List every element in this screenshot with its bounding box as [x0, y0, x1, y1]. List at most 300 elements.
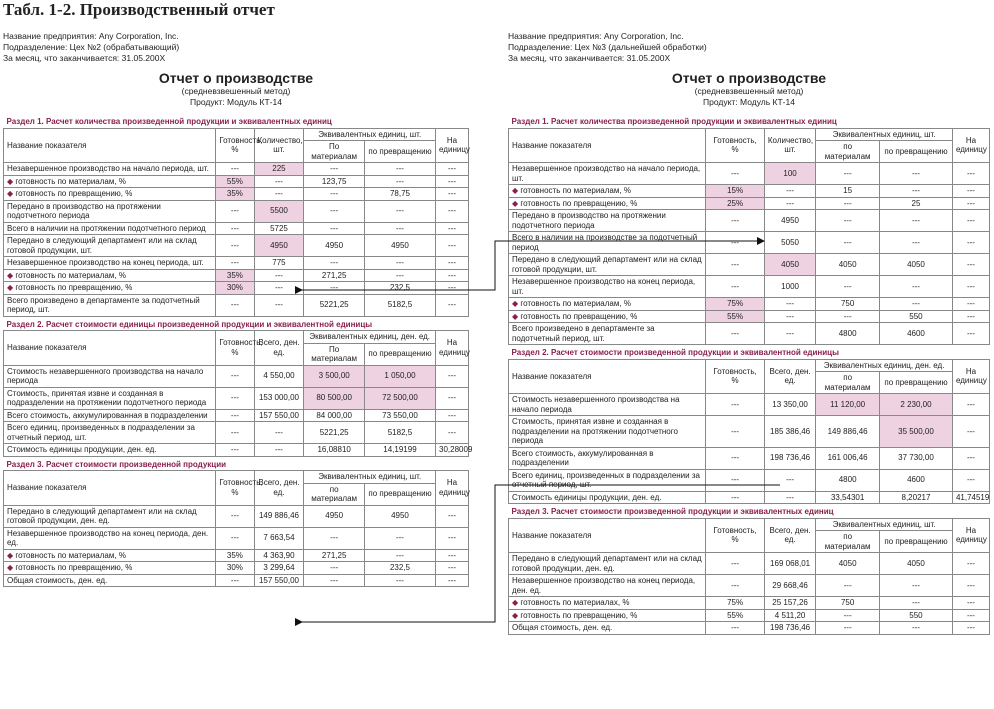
table-cell: 1000 — [764, 276, 815, 298]
bullet-icon: ◆ — [512, 299, 521, 308]
table-cell: 271,25 — [304, 269, 365, 282]
column-header: Эквивалентных единиц, шт. — [816, 518, 953, 531]
table-cell: --- — [216, 444, 254, 457]
table-cell: --- — [216, 527, 254, 549]
row-label-text: Незавершенное производство на начало периода, шт. — [7, 164, 209, 173]
table-cell: --- — [879, 622, 952, 635]
table-cell: --- — [216, 574, 254, 587]
column-header: по превращению — [364, 483, 435, 505]
table-cell: --- — [952, 276, 989, 298]
table-cell: 5725 — [254, 222, 304, 235]
row-label-text: Незавершенное производство на начало периода, шт. — [512, 164, 701, 183]
table-cell: --- — [216, 200, 254, 222]
row-label-text: Стоимость единицы продукции, ден. ед. — [7, 445, 157, 454]
table-cell: --- — [436, 163, 469, 176]
table-cell: --- — [364, 269, 435, 282]
table-cell: --- — [879, 185, 952, 198]
column-header: Готовность, % — [706, 518, 765, 553]
column-header: по материалам — [816, 531, 880, 553]
column-header: Количество, шт. — [764, 128, 815, 163]
table-cell: --- — [364, 574, 435, 587]
table-cell: --- — [952, 197, 989, 210]
column-header: Эквивалентных единиц, ден. ед. — [816, 359, 953, 372]
table-cell: --- — [816, 232, 880, 254]
report-method: (средневзвешенный метод) — [694, 86, 804, 96]
column-header: На единицу — [952, 128, 989, 163]
row-label-text: Всего стоимость, аккумулированная в подразделении — [512, 448, 654, 467]
table-cell: 100 — [764, 163, 815, 185]
column-header: по превращению — [364, 141, 435, 163]
table-cell: --- — [216, 163, 254, 176]
table-cell: 4050 — [764, 254, 815, 276]
column-header: Всего, ден. ед. — [254, 471, 304, 506]
table-cell: 4 550,00 — [254, 365, 304, 387]
table-cell: --- — [816, 310, 880, 323]
table-cell: --- — [254, 175, 304, 188]
table-cell: --- — [816, 276, 880, 298]
row-label-text: Стоимость единицы продукции, ден. ед. — [512, 492, 662, 502]
row-label-text: Незавершенное производство на конец периода, шт. — [7, 258, 204, 267]
row-label-text: Всего в наличии на протяжении подотчетного период — [7, 223, 206, 233]
table-cell: 73 550,00 — [364, 409, 435, 422]
report-product: Продукт: Модуль КТ-14 — [703, 97, 795, 107]
table-cell: --- — [436, 562, 469, 575]
table-cell: 30% — [216, 282, 254, 295]
table-cell: 750 — [816, 597, 880, 610]
table-cell: 4 363,90 — [254, 549, 304, 562]
table-cell: --- — [364, 527, 435, 549]
table-cell: --- — [706, 575, 765, 597]
table-cell: --- — [436, 257, 469, 270]
table-cell: --- — [216, 294, 254, 316]
table-cell: --- — [216, 409, 254, 422]
table-cell: --- — [764, 491, 815, 504]
row-label-text: готовность по материалам, % — [15, 176, 126, 186]
row-label-text: Всего в наличии на производстве за подотчетный период — [512, 233, 698, 252]
table-cell: 4950 — [364, 235, 435, 257]
table-cell: 157 550,00 — [254, 574, 304, 587]
table-cell: --- — [952, 575, 989, 597]
column-header: Название показателя — [509, 359, 706, 394]
table-cell: 3 500,00 — [304, 365, 365, 387]
report-product: Продукт: Модуль КТ-14 — [190, 97, 282, 107]
table-cell: --- — [254, 188, 304, 201]
row-label-text: Передано в следующий департамент или на склад готовой продукции, шт. — [7, 236, 197, 255]
table-cell: 16,08810 — [304, 444, 365, 457]
bullet-icon: ◆ — [512, 311, 521, 321]
bullet-icon: ◆ — [512, 186, 521, 195]
column-header: На единицу — [436, 471, 469, 506]
table-cell: 2 230,00 — [879, 394, 952, 416]
table-cell: --- — [216, 222, 254, 235]
column-header: На единицу — [436, 128, 469, 163]
table-cell: --- — [706, 469, 765, 491]
table-cell: 33,54301 — [816, 491, 880, 504]
table-cell: 750 — [816, 298, 880, 311]
arrow-cost-transfer — [302, 485, 780, 622]
table-cell: --- — [436, 235, 469, 257]
table-cell: --- — [216, 387, 254, 409]
table-cell: 29 668,46 — [764, 575, 815, 597]
bullet-icon: ◆ — [7, 176, 16, 186]
table-cell: --- — [816, 163, 880, 185]
table-cell: --- — [952, 469, 989, 491]
column-header: Всего, ден. ед. — [764, 518, 815, 553]
column-header: Эквивалентных единиц, ден. ед. — [304, 331, 436, 344]
table-cell: --- — [436, 527, 469, 549]
table-cell: --- — [304, 562, 365, 575]
table-cell: 75% — [706, 298, 765, 311]
table-cell: 4 511,20 — [764, 609, 815, 622]
table-cell: 55% — [216, 175, 254, 188]
column-header: На единицу — [952, 359, 989, 394]
table-cell: --- — [364, 200, 435, 222]
table-cell: 13 350,00 — [764, 394, 815, 416]
table-cell: 4800 — [816, 469, 880, 491]
table-cell: --- — [952, 553, 989, 575]
table-cell: 185 386,46 — [764, 416, 815, 448]
table-cell: --- — [254, 269, 304, 282]
table-cell: 55% — [706, 310, 765, 323]
table-cell: --- — [364, 175, 435, 188]
table-cell: --- — [952, 298, 989, 311]
table-cell: 4050 — [816, 254, 880, 276]
table-cell: --- — [304, 222, 365, 235]
report-title: Отчет о производстве — [671, 70, 827, 86]
bullet-icon: ◆ — [7, 283, 16, 292]
table-cell: 5221,25 — [304, 422, 365, 444]
table-cell: --- — [952, 394, 989, 416]
table-cell: 5221,25 — [304, 294, 365, 316]
table-cell: 4950 — [764, 210, 815, 232]
table-cell: 35 500,00 — [879, 416, 952, 448]
table-cell: --- — [364, 163, 435, 176]
column-header: Готовность, % — [216, 471, 254, 506]
table-cell: --- — [436, 200, 469, 222]
row-label-text: Общая стоимость, ден. ед. — [7, 575, 108, 585]
table-cell: --- — [764, 197, 815, 210]
row-label-text: Передано в следующий департамент или на склад готовой продукции, ден. ед. — [512, 554, 702, 573]
table-cell: --- — [436, 188, 469, 201]
table-cell: 198 736,46 — [764, 447, 815, 469]
table-cell: --- — [706, 323, 765, 345]
table-cell: 232,5 — [364, 562, 435, 575]
table-cell: 149 886,46 — [254, 505, 304, 527]
table-cell: --- — [216, 505, 254, 527]
table-cell: 4950 — [304, 505, 365, 527]
row-label-text: готовность по превращению, % — [15, 563, 133, 572]
table-cell: --- — [216, 365, 254, 387]
table-cell: 25 — [879, 197, 952, 210]
table-cell: --- — [436, 574, 469, 587]
row-label-text: Общая стоимость, ден. ед. — [512, 623, 613, 632]
table-cell: --- — [304, 282, 365, 295]
column-header: Всего, ден. ед. — [764, 359, 815, 394]
table-cell: --- — [816, 622, 880, 635]
table-cell: --- — [952, 447, 989, 469]
table-cell: --- — [304, 200, 365, 222]
column-header: Готовность, % — [706, 128, 765, 163]
column-header: На единицу — [436, 331, 469, 366]
table-cell: --- — [436, 422, 469, 444]
table-cell: --- — [706, 622, 765, 635]
table-cell: --- — [706, 163, 765, 185]
table-cell: --- — [364, 222, 435, 235]
table-cell: --- — [879, 163, 952, 185]
table-cell: --- — [952, 163, 989, 185]
column-header: по превращению — [879, 141, 952, 163]
column-header: Количество, шт. — [254, 128, 304, 163]
row-label-text: Стоимость, принятая извне и созданная в подразделении на протяжении подотчетного периода — [512, 417, 678, 445]
table-cell: --- — [706, 276, 765, 298]
table-cell: 15 — [816, 185, 880, 198]
table-cell: 157 550,00 — [254, 409, 304, 422]
table-cell: --- — [952, 210, 989, 232]
info-line: За месяц, что заканчивается: 31.05.200X — [3, 53, 166, 63]
table-cell: --- — [436, 505, 469, 527]
table-cell: --- — [764, 469, 815, 491]
column-header: по материалам — [816, 141, 880, 163]
column-header: Всего, ден. ед. — [254, 331, 304, 366]
row-label-text: Передано в следующий департамент или на склад готовой продукции, шт. — [512, 255, 702, 274]
table-cell: --- — [706, 232, 765, 254]
table-cell: 4800 — [816, 323, 880, 345]
table-cell: 72 500,00 — [364, 387, 435, 409]
table-cell: 198 736,46 — [764, 622, 815, 635]
table-cell: --- — [436, 175, 469, 188]
bullet-icon: ◆ — [7, 270, 16, 280]
row-label-text: готовность по материалах, % — [520, 598, 630, 607]
table-cell: 30,28009 — [436, 444, 469, 457]
info-line: Название предприятия: Any Corporation, Inc. — [508, 31, 684, 41]
column-header: По материалам — [304, 343, 365, 365]
bullet-icon: ◆ — [7, 550, 16, 560]
info-line: Название предприятия: Any Corporation, Inc. — [3, 31, 179, 41]
column-header: по превращению — [364, 343, 435, 365]
info-line: Подразделение: Цех №3 (дальнейшей обработки) — [508, 42, 707, 52]
table-cell: --- — [816, 575, 880, 597]
table-cell: 4950 — [254, 235, 304, 257]
column-header: Эквивалентных единиц, шт. — [304, 471, 436, 484]
row-label-text: готовность по материалам, % — [15, 270, 126, 280]
table-cell: 4950 — [304, 235, 365, 257]
column-header: по материалам — [304, 483, 365, 505]
row-label-text: Передано в следующий департамент или на склад готовой продукции, ден. ед. — [7, 506, 197, 525]
row-label-text: Передано в производство на протяжении подотчетного периода — [512, 211, 666, 230]
table-cell: --- — [816, 210, 880, 232]
column-header: по материалам — [816, 372, 880, 394]
table-cell: --- — [436, 294, 469, 316]
table-cell: --- — [879, 298, 952, 311]
table-cell: 775 — [254, 257, 304, 270]
table-cell: 25 157,26 — [764, 597, 815, 610]
table-cell: --- — [764, 298, 815, 311]
table-cell: 55% — [706, 609, 765, 622]
table-cell: --- — [304, 257, 365, 270]
table-cell: --- — [436, 222, 469, 235]
row-label-text: готовность по превращению, % — [520, 610, 638, 620]
table-cell: --- — [879, 232, 952, 254]
table-cell: --- — [879, 276, 952, 298]
table-cell: 25% — [706, 197, 765, 210]
table-cell: 84 000,00 — [304, 409, 365, 422]
row-label-text: Стоимость незавершенного производства на начало периода — [7, 366, 204, 385]
row-label-text: Незавершенное производство на конец периода, ден. ед. — [512, 576, 696, 595]
row-label-text: готовность по превращению, % — [15, 283, 133, 292]
table-cell: --- — [364, 257, 435, 270]
table-cell: 75% — [706, 597, 765, 610]
table-cell: 4050 — [816, 553, 880, 575]
table-cell: --- — [254, 422, 304, 444]
table-cell: 169 068,01 — [764, 553, 815, 575]
table-cell: --- — [304, 188, 365, 201]
table-cell: 8,20217 — [879, 491, 952, 504]
bullet-icon: ◆ — [512, 610, 521, 620]
table-cell: 550 — [879, 609, 952, 622]
section-title: Раздел 3. Расчет стоимости произведенной продукции — [6, 459, 227, 469]
table-cell: --- — [706, 394, 765, 416]
table-cell: 5182,5 — [364, 422, 435, 444]
table-cell: --- — [952, 323, 989, 345]
bullet-icon: ◆ — [512, 598, 521, 607]
table-cell: --- — [952, 254, 989, 276]
table-cell: --- — [706, 416, 765, 448]
row-label-text: Передано в производство на протяжении подотчетного периода — [7, 201, 161, 220]
page-title: Табл. 1-2. Производственный отчет — [3, 0, 275, 19]
section-title: Раздел 3. Расчет стоимости произведенной продукции и эквивалентных единиц — [511, 507, 834, 516]
table-cell: --- — [436, 365, 469, 387]
table-cell: 271,25 — [304, 549, 365, 562]
table-cell: --- — [952, 310, 989, 323]
table-cell: --- — [254, 282, 304, 295]
table-cell: 5050 — [764, 232, 815, 254]
table-cell: 35% — [216, 269, 254, 282]
column-header: Эквивалентных единиц, шт. — [304, 128, 436, 141]
table-cell: 35% — [216, 549, 254, 562]
row-label-text: готовность по превращению, % — [520, 198, 638, 208]
table-cell: 3 299,64 — [254, 562, 304, 575]
row-label-text: Всего единиц, произведенных в подразделении за отчетный период, шт. — [7, 423, 195, 442]
table-cell: 4050 — [879, 254, 952, 276]
table-cell: --- — [436, 387, 469, 409]
section-title: Раздел 2. Расчет стоимости произведенной продукции и эквивалентной единицы — [511, 348, 839, 357]
bullet-icon: ◆ — [7, 189, 16, 198]
table-cell: 35% — [216, 188, 254, 201]
arrow-units-transfer — [302, 241, 764, 290]
table-cell: --- — [304, 163, 365, 176]
info-line: Подразделение: Цех №2 (обрабатывающий) — [3, 42, 180, 52]
column-header: Название показателя — [4, 471, 216, 506]
table-cell: 78,75 — [364, 188, 435, 201]
report-title: Отчет о производстве — [158, 70, 314, 86]
report-method: (средневзвешенный метод) — [181, 86, 291, 96]
table-cell: 4950 — [364, 505, 435, 527]
table-cell: --- — [706, 491, 765, 504]
table-cell: --- — [952, 416, 989, 448]
table-cell: --- — [706, 254, 765, 276]
table-cell: 11 120,00 — [816, 394, 880, 416]
row-label-text: готовность по материалам, % — [520, 186, 631, 195]
table-cell: 4600 — [879, 323, 952, 345]
table-cell: 232,5 — [364, 282, 435, 295]
row-label-text: готовность по превращению, % — [520, 311, 638, 321]
table-cell: --- — [216, 422, 254, 444]
table-cell: --- — [764, 310, 815, 323]
row-label-text: Всего единиц, произведенных в подразделении за отчетный период, шт. — [512, 470, 700, 489]
row-label-text: Незавершенное производство на конец периода, шт. — [512, 277, 696, 296]
table-cell: 5182,5 — [364, 294, 435, 316]
row-label-text: Всего произведено в департаменте за подотчетный период, шт. — [7, 295, 200, 314]
table-cell: --- — [436, 409, 469, 422]
column-header: Название показателя — [4, 128, 216, 163]
table-cell: 4600 — [879, 469, 952, 491]
section-title: Раздел 1. Расчет количества произведенной продукции и эквивалентных единиц — [6, 117, 332, 126]
table-cell: 225 — [254, 163, 304, 176]
section-title: Раздел 2. Расчет стоимости единицы произведенной продукции и эквивалентной единицы — [6, 319, 373, 329]
row-label-text: Стоимость незавершенного производства на начало периода — [512, 395, 680, 414]
table-cell: 550 — [879, 310, 952, 323]
table-cell: --- — [436, 549, 469, 562]
table-cell: 149 886,46 — [816, 416, 880, 448]
table-cell: 37 730,00 — [879, 447, 952, 469]
table-cell: 14,19199 — [364, 444, 435, 457]
table-cell: 4050 — [879, 553, 952, 575]
table-cell: --- — [254, 294, 304, 316]
table-cell: 5500 — [254, 200, 304, 222]
row-label-text: Всего произведено в департаменте за подотчетный период, шт. — [512, 324, 655, 343]
table-cell: --- — [952, 609, 989, 622]
column-header: Готовность, % — [706, 359, 765, 394]
table-cell: --- — [764, 323, 815, 345]
row-label-text: готовность по превращению, % — [15, 189, 133, 198]
table-cell: --- — [952, 597, 989, 610]
column-header: Эквивалентных единиц, шт. — [816, 128, 953, 141]
column-header: Название показателя — [509, 128, 706, 163]
table-cell: --- — [216, 235, 254, 257]
row-label-text: Незавершенное производство на конец периода, ден. ед. — [7, 528, 209, 547]
table-cell: --- — [952, 185, 989, 198]
table-cell: 161 006,46 — [816, 447, 880, 469]
table-cell: 7 663,54 — [254, 527, 304, 549]
table-cell: --- — [706, 210, 765, 232]
row-label-text: готовность по материалам, % — [15, 550, 126, 560]
info-line: За месяц, что заканчивается: 31.05.200X — [508, 53, 671, 63]
table-cell: --- — [879, 210, 952, 232]
table-cell: 41,74519 — [952, 491, 989, 504]
row-label-text: Всего стоимость, аккумулированная в подразделении — [7, 410, 208, 420]
table-cell: --- — [364, 549, 435, 562]
table-cell: 1 050,00 — [364, 365, 435, 387]
table-cell: --- — [304, 527, 365, 549]
table-cell: --- — [436, 269, 469, 282]
table-cell: 153 000,00 — [254, 387, 304, 409]
table-cell: --- — [304, 574, 365, 587]
table-cell: --- — [816, 609, 880, 622]
column-header: На единицу — [952, 518, 989, 553]
table-cell: 15% — [706, 185, 765, 198]
table-cell: --- — [952, 232, 989, 254]
column-header: По материалам — [304, 141, 365, 163]
table-cell: 123,75 — [304, 175, 365, 188]
table-cell: --- — [216, 257, 254, 270]
column-header: Готовность, % — [216, 128, 254, 163]
column-header: по превращению — [879, 372, 952, 394]
column-header: Готовность, % — [216, 331, 254, 366]
bullet-icon: ◆ — [512, 198, 521, 208]
table-cell: --- — [879, 597, 952, 610]
section-title: Раздел 1. Расчет количества произведенной продукции и эквивалентных единиц — [511, 117, 837, 126]
bullet-icon: ◆ — [7, 563, 16, 572]
